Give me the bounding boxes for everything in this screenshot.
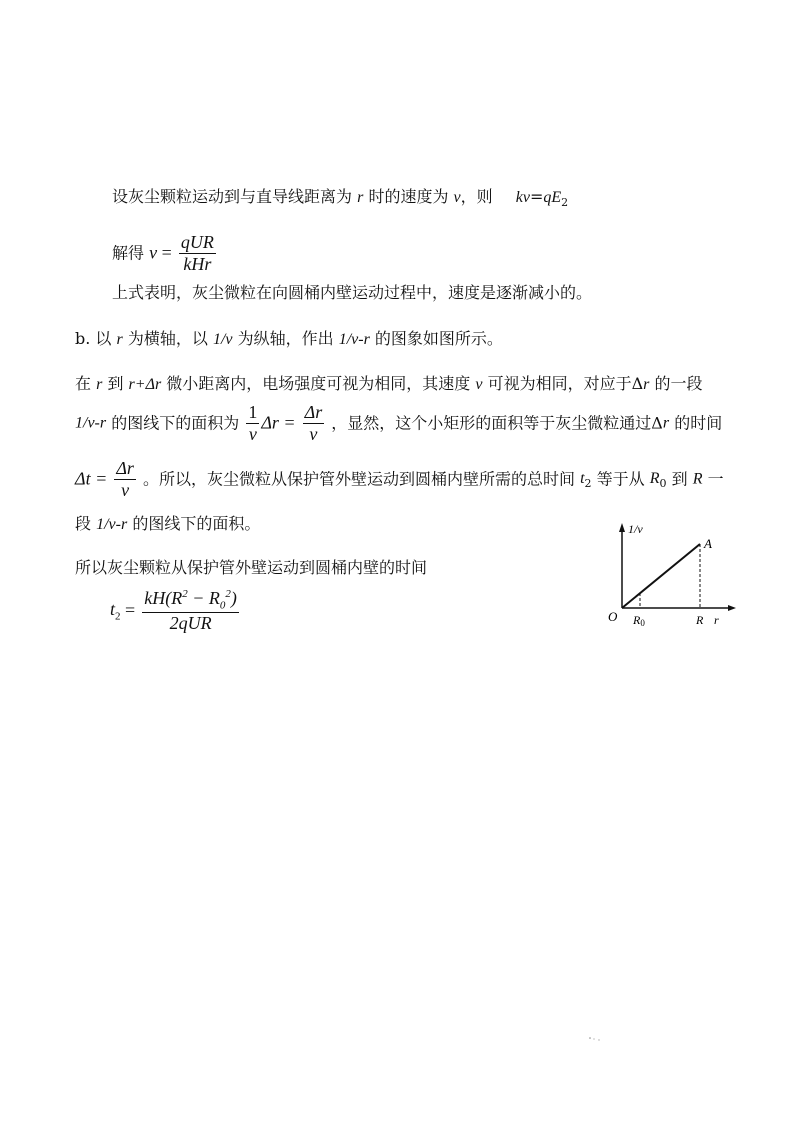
r0-letter: R (633, 613, 641, 627)
part-b-line (75, 329, 503, 349)
var-r-cap: R (692, 470, 703, 488)
text: 在 (75, 374, 92, 393)
subscript: 0 (659, 477, 667, 491)
text: 的时间 (674, 413, 723, 433)
velocity-assumption-line (112, 187, 568, 209)
text: b. 以 (75, 329, 112, 348)
var-r0 (649, 468, 667, 491)
text: 微小距离内，电场强度可视为相同，其速度 (166, 374, 471, 393)
text: 的图线下的面积。 (132, 514, 261, 533)
var-v: v (149, 242, 158, 263)
text: 所以灰尘颗粒从保护管外壁运动到圆桶内壁的时间 (75, 558, 428, 577)
num-part: ) (230, 588, 237, 608)
text: 为纵轴，作出 (237, 329, 334, 348)
graph-name: 1/v-r (96, 516, 128, 533)
time-statement-line (75, 558, 427, 577)
y-axis-label: 1/v (628, 522, 643, 536)
subscript: 2 (584, 477, 592, 491)
var-kv: kv (515, 189, 530, 206)
time-fraction (142, 588, 239, 634)
var-r: r (357, 189, 364, 206)
small-interval-line (75, 374, 703, 394)
area-conclusion-line (75, 514, 260, 534)
x-axis-label: r (714, 613, 719, 627)
final-time-formula (110, 588, 241, 634)
num-part: kH(R (144, 588, 183, 608)
var-t2 (110, 598, 121, 623)
var-r-cap: R (649, 470, 660, 487)
conclusion-line (112, 283, 592, 302)
text: 设灰尘颗粒运动到与直导线距离为 (112, 187, 353, 206)
var-qe: qE (543, 189, 562, 206)
num-part: − R (187, 588, 220, 608)
text: 可视为相同，对应于Δ (487, 374, 644, 393)
var-r: r (96, 376, 103, 393)
velocity-solution-line (112, 232, 218, 274)
numerator: Δr (116, 458, 134, 478)
denominator: v (121, 479, 130, 500)
text: 到 (671, 469, 688, 489)
point-a-label: A (704, 536, 712, 551)
subscript: 2 (115, 610, 121, 623)
velocity-fraction (179, 232, 216, 274)
text: 解得 (112, 243, 145, 263)
denominator: v (248, 423, 257, 444)
var-v: v (453, 189, 461, 206)
y-axis-arrow (619, 523, 625, 532)
var-t: t (110, 598, 116, 619)
text: 为横轴，以 (127, 329, 208, 348)
var-r-plus-dr: r+Δr (128, 376, 162, 393)
text: 的图线下的面积为 (111, 413, 240, 433)
subscript: 2 (561, 196, 569, 210)
text: ，则 (460, 187, 493, 206)
graph-name: 1/v-r (75, 414, 107, 432)
force-balance-equation (515, 187, 569, 210)
inverse-v-fraction (246, 402, 259, 444)
superscript: 2 (182, 588, 188, 600)
var-r: r (116, 331, 123, 348)
total-time-line (75, 458, 724, 500)
text: 段 (75, 514, 92, 533)
denominator: v (309, 423, 318, 444)
dr-over-v-fraction (303, 402, 325, 444)
text: 的一段 (654, 374, 703, 393)
var-r: r (643, 376, 650, 393)
text: 到 (107, 374, 124, 393)
x-axis-arrow (728, 605, 736, 611)
superscript: 2 (225, 588, 231, 600)
inverse-velocity-graph (600, 520, 740, 630)
area-line (75, 402, 722, 444)
var-v: v (475, 376, 483, 393)
text: 。所以，灰尘微粒从保护管外壁运动到圆桶内壁所需的总时间 (142, 469, 575, 489)
equals: = (120, 600, 136, 621)
graph-line (622, 544, 700, 608)
denominator: 2qUR (169, 613, 212, 634)
origin-label: O (608, 609, 618, 624)
scan-speck (588, 1036, 602, 1042)
var-t2 (580, 468, 592, 491)
text: 时的速度为 (368, 187, 449, 206)
var-r: r (662, 414, 670, 432)
dr-over-v-fraction (114, 458, 136, 500)
var-inv-v: 1/v (212, 331, 233, 348)
numerator: 1 (248, 402, 258, 422)
graph-name: 1/v-r (338, 331, 370, 348)
text: 一 (707, 469, 724, 489)
r-label: R (696, 613, 704, 627)
delta-t: Δt = (75, 468, 108, 489)
text: 的图象如图所示。 (374, 329, 503, 348)
equals: = (157, 242, 172, 263)
text: 等于从 (596, 469, 645, 489)
numerator (142, 588, 239, 613)
numerator: Δr (304, 402, 323, 422)
text: ，显然，这个小矩形的面积等于灰尘微粒通过Δ (331, 413, 663, 433)
denominator: kHr (183, 253, 212, 274)
delta-r: Δr = (261, 412, 296, 433)
subscript: 0 (219, 599, 226, 612)
text: 上式表明，灰尘微粒在向圆桶内壁运动过程中，速度是逐渐减小的。 (112, 283, 593, 302)
numerator: qUR (180, 232, 214, 252)
var-t: t (580, 470, 585, 487)
equals: = (529, 187, 544, 206)
r0-label (632, 613, 645, 628)
r0-subscript: 0 (640, 618, 645, 628)
